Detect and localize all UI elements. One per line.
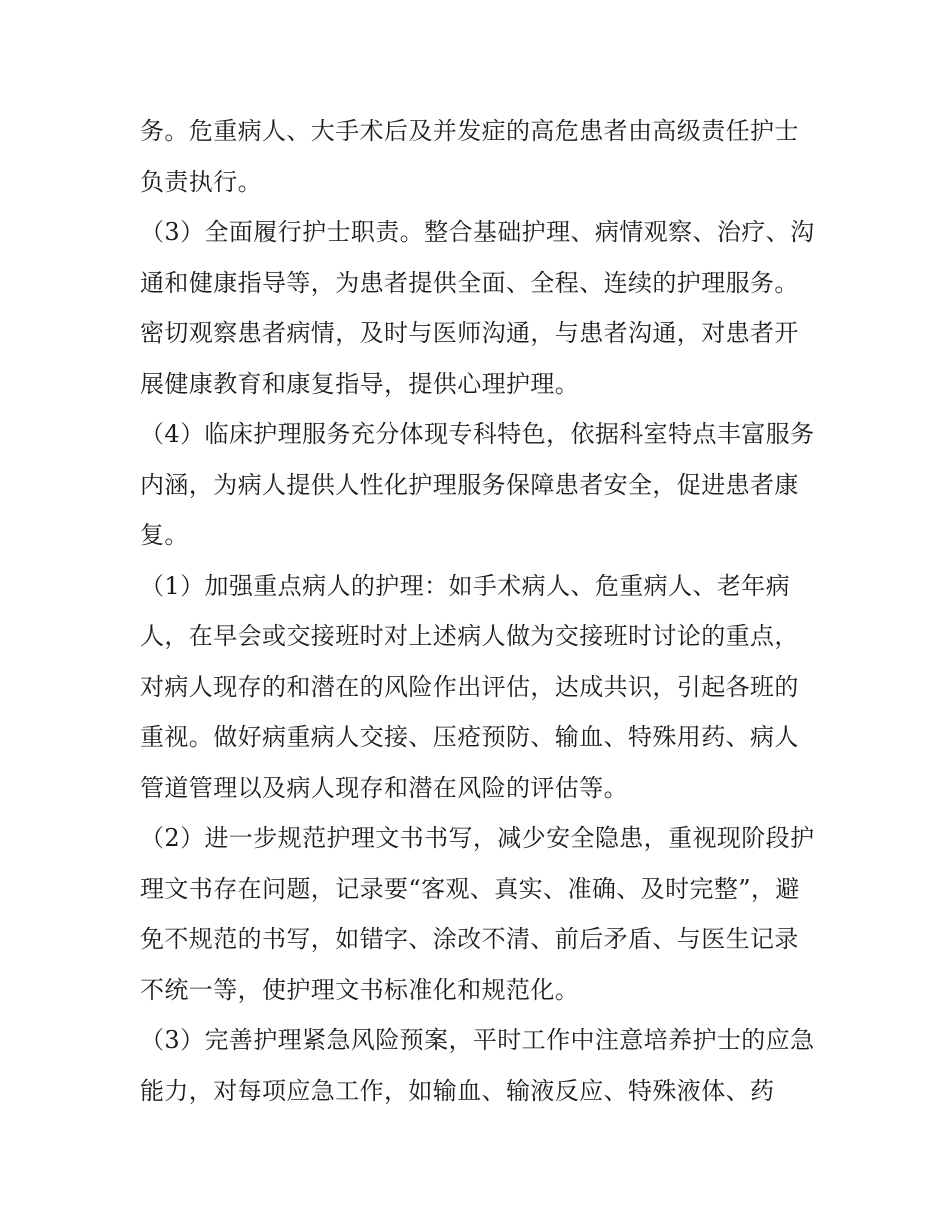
paragraph-item-4-specialty-service: （4）临床护理服务充分体现专科特色，依据科室特点丰富服务内涵，为病人提供人性化护理服务保障患者安全，促进患者康复。 <box>140 420 815 549</box>
paragraph-item-1-key-patients: （1）加强重点病人的护理：如手术病人、危重病人、老年病人，在早会或交接班时对上述病人做为交接班时讨论的重点，对病人现存的和潜在的风险作出评估，达成共识，引起各班的重视。做好病重病人交接、压疮预防、输血、特殊用药、病人管道管理以及病人现存和潜在风险的评估等。 <box>140 571 799 802</box>
paragraph-item-3-nurse-duties: （3）全面履行护士职责。整合基础护理、病情观察、治疗、沟通和健康指导等，为患者提供全面、全程、连续的护理服务。密切观察患者病情，及时与医师沟通，与患者沟通，对患者开展健康教育和康复指导，提供心理护理。 <box>140 218 815 398</box>
document-body <box>140 106 820 1116</box>
paragraph-item-3-emergency-plan: （3）完善护理紧急风险预案，平时工作中注意培养护士的应急能力，对每项应急工作，如输血、输液反应、特殊液体、药 <box>140 1026 815 1105</box>
paragraph-item-2-nursing-documents: （2）进一步规范护理文书书写，减少安全隐患，重视现阶段护理文书存在问题，记录要“客观、真实、准确、及时完整”，避免不规范的书写，如错字、涂改不清、前后矛盾、与医生记录不统一等，使护理文书标准化和规范化。 <box>140 824 815 1004</box>
paragraph-continuation: 务。危重病人、大手术后及并发症的高危患者由高级责任护士负责执行。 <box>140 117 799 196</box>
